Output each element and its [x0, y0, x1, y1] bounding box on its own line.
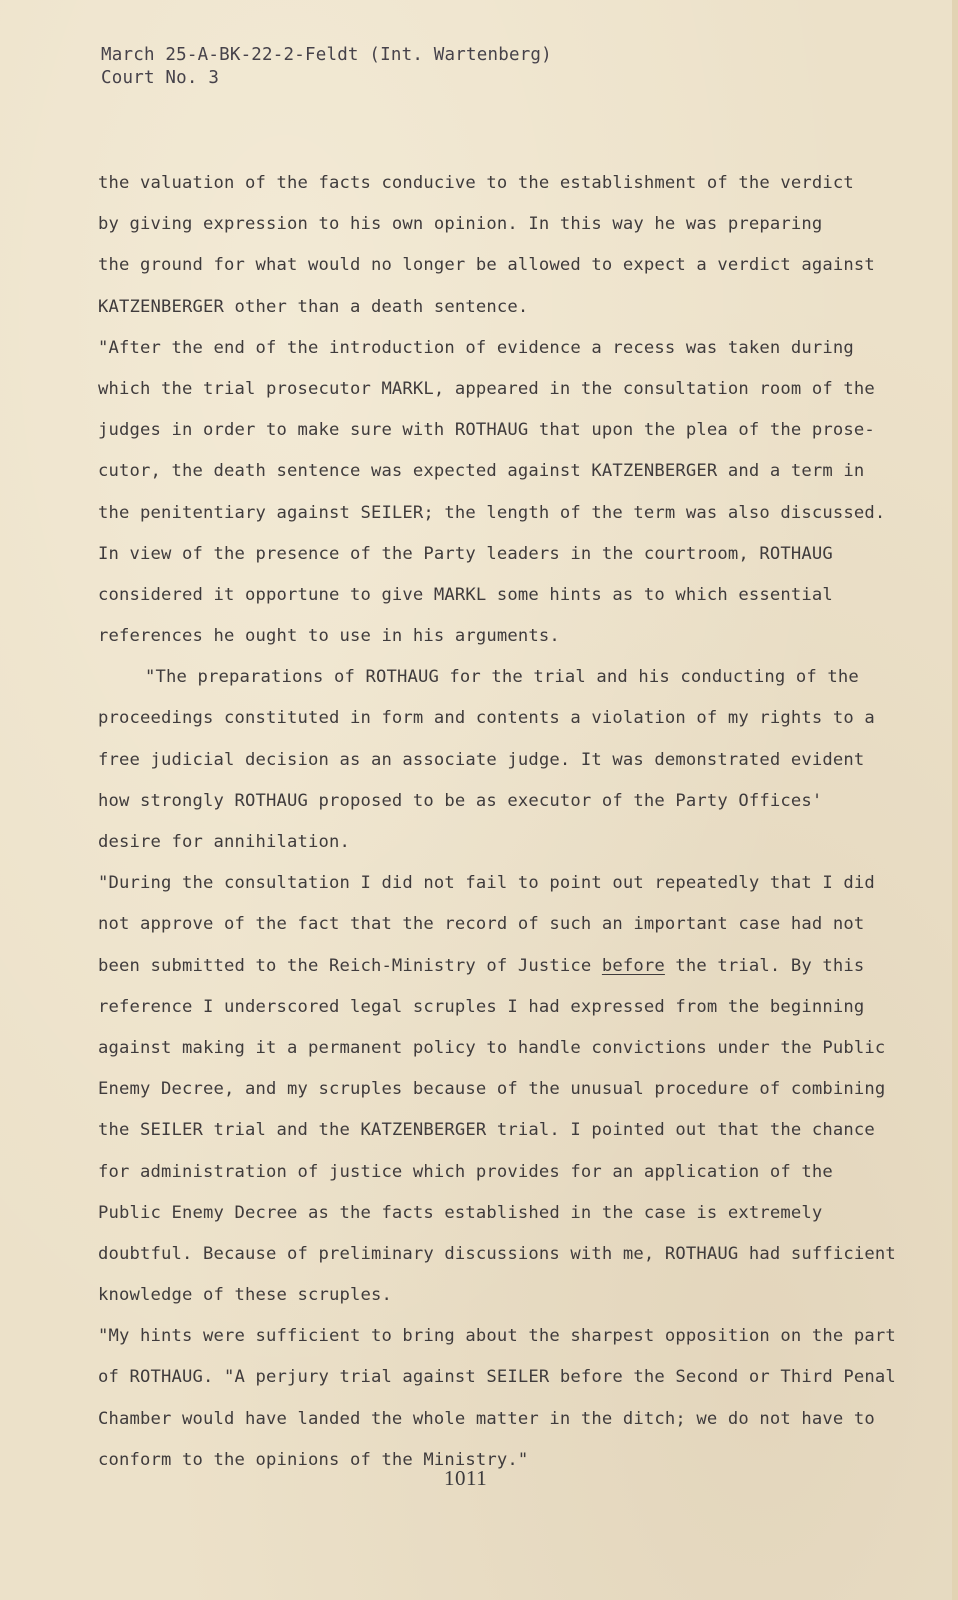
body-line: by giving expression to his own opinion. In this way he was preparing: [98, 214, 823, 235]
body-line: Enemy Decree, and my scruples because of the unusual procedure of combining: [98, 1079, 886, 1100]
body-line: conform to the opinions of the Ministry.": [98, 1449, 529, 1470]
header-reference: March 25-A-BK-22-2-Feldt (Int. Wartenberg): [101, 45, 552, 65]
body-line: [98, 946, 888, 987]
body-line: "My hints were sufficient to bring about the sharpest opposition on the part: [98, 1326, 896, 1347]
body-line: doubtful. Because of preliminary discussions with me, ROTHAUG had sufficient: [98, 1243, 896, 1264]
body-line: desire for annihilation.: [98, 832, 350, 852]
page-number: 1011: [444, 1466, 488, 1490]
body-line: references he ought to use in his arguments.: [98, 626, 560, 647]
body-line-start: been submitted to the Reich-Ministry of Justice: [98, 955, 602, 976]
body-line: Chamber would have landed the whole matter in the ditch; we do not have to: [98, 1408, 875, 1429]
body-line: how strongly ROTHAUG proposed to be as executor of the Party Offices': [98, 790, 823, 811]
body-line: In view of the presence of the Party leaders in the courtroom, ROTHAUG: [98, 543, 833, 564]
document-body: [98, 163, 896, 1481]
header-court: Court No. 3: [101, 68, 220, 88]
body-line: free judicial decision as an associate judge. It was demonstrated evident: [98, 749, 865, 770]
body-line: against making it a permanent policy to handle convictions under the Public: [98, 1037, 886, 1058]
body-line: judges in order to make sure with ROTHAUG that upon the plea of the prose-: [98, 420, 875, 441]
body-line: which the trial prosecutor MARKL, appeared in the consultation room of the: [98, 378, 875, 399]
body-line: for administration of justice which provides for an application of the: [98, 1161, 833, 1182]
body-line: considered it opportune to give MARKL some hints as to which essential: [98, 584, 833, 605]
body-line: "The preparations of ROTHAUG for the trial and his conducting of the: [145, 667, 859, 688]
body-line-end: the trial. By this: [664, 955, 865, 976]
body-line: not approve of the fact that the record of such an important case had not: [98, 914, 865, 935]
body-line: proceedings constituted in form and contents a violation of my rights to a: [98, 708, 875, 729]
underlined-word: before: [601, 955, 665, 976]
body-line: Public Enemy Decree as the facts established in the case is extremely: [98, 1202, 823, 1223]
body-line: reference I underscored legal scruples I had expressed from the beginning: [98, 996, 865, 1017]
body-line: KATZENBERGER other than a death sentence.: [98, 296, 529, 317]
body-line: knowledge of these scruples.: [98, 1285, 392, 1306]
document-header: [101, 44, 552, 90]
body-line: the ground for what would no longer be allowed to expect a verdict against: [98, 255, 875, 276]
body-line: "During the consultation I did not fail to point out repeatedly that I did: [98, 873, 875, 894]
body-line: the valuation of the facts conducive to the establishment of the verdict: [98, 173, 854, 193]
body-line: the SEILER trial and the KATZENBERGER trial. I pointed out that the chance: [98, 1120, 875, 1141]
body-line: "After the end of the introduction of evidence a recess was taken during: [98, 337, 854, 358]
body-line: the penitentiary against SEILER; the length of the term was also discussed.: [98, 502, 886, 523]
body-line: of ROTHAUG. "A perjury trial against SEILER before the Second or Third Penal: [98, 1367, 896, 1388]
body-line: cutor, the death sentence was expected against KATZENBERGER and a term in: [98, 461, 865, 482]
